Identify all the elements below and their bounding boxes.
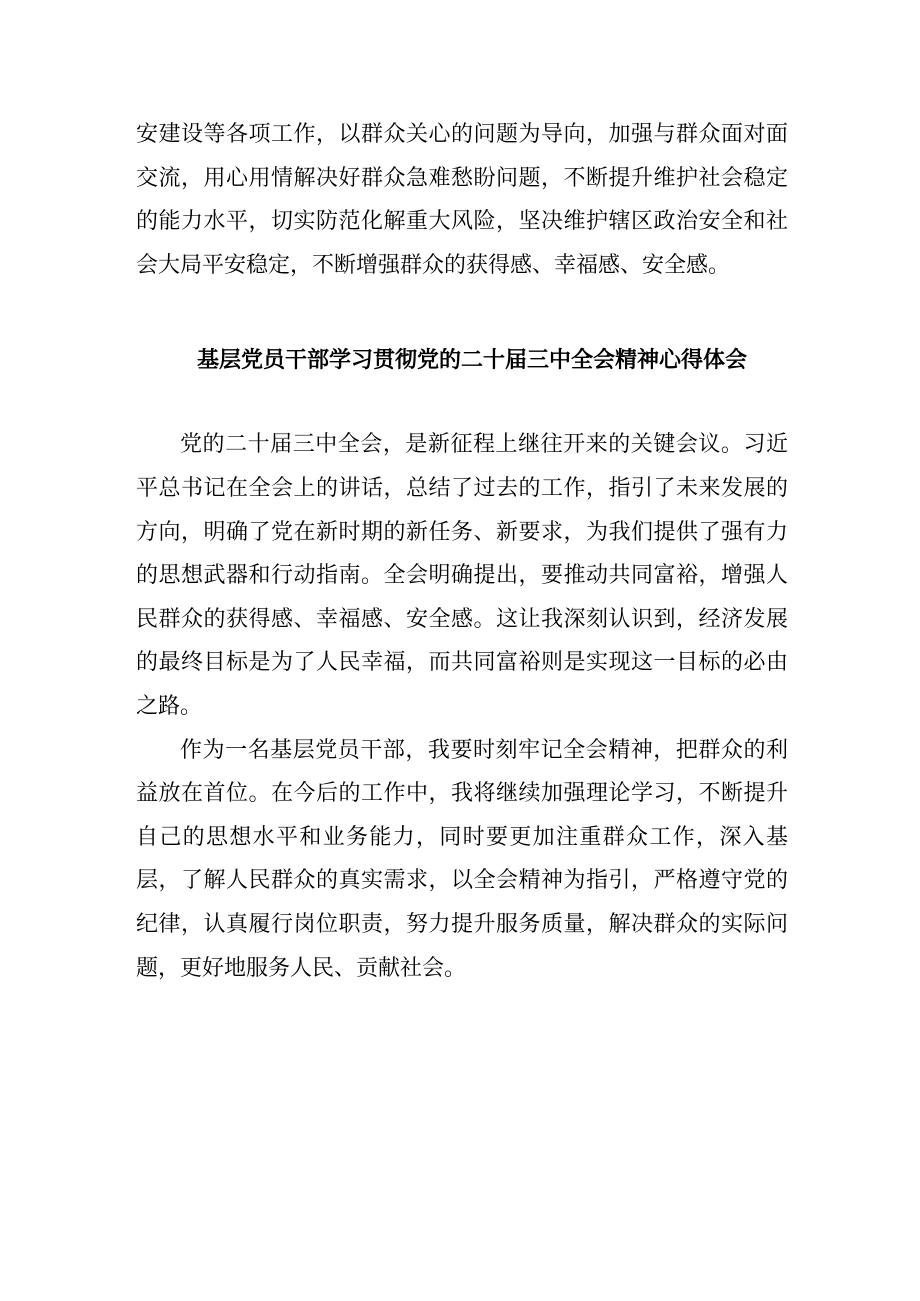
- heading-spacer: [136, 382, 788, 423]
- body-paragraph-1: 党的二十届三中全会，是新征程上继往开来的关键会议。习近平总书记在全会上的讲话，总结了过去的工作，指引了未来发展的方向，明确了党在新时期的新任务、新要求，为我们提供了强有力的思想武器和行动指南。全会明确提出，要推动共同富裕，增强人民群众的获得感、幸福感、安全感。这让我深刻认识到，经济发展的最终目标是为了人民幸福，而共同富裕则是实现这一目标的必由之路。: [136, 432, 788, 719]
- section-title: 基层党员干部学习贯彻党的二十届三中全会精神心得体会: [196, 347, 747, 374]
- document-page: [136, 113, 788, 990]
- body-paragraph-2: 作为一名基层党员干部，我要时刻牢记全会精神，把群众的利益放在首位。在今后的工作中，我将继续加强理论学习，不断提升自己的思想水平和业务能力，同时要更加注重群众工作，深入基层，了解人民群众的真实需求，以全会精神为指引，严格遵守党的纪律，认真履行岗位职责，努力提升服务质量，解决群众的实际问题，更好地服务人民、贡献社会。: [136, 737, 788, 981]
- continuation-paragraph: 安建设等各项工作，以群众关心的问题为导向，加强与群众面对面交流，用心用情解决好群众急难愁盼问题，不断提升维护社会稳定的能力水平，切实防范化解重大风险，坚决维护辖区政治安全和社会大局平安稳定，不断增强群众的获得感、幸福感、安全感。: [136, 122, 788, 278]
